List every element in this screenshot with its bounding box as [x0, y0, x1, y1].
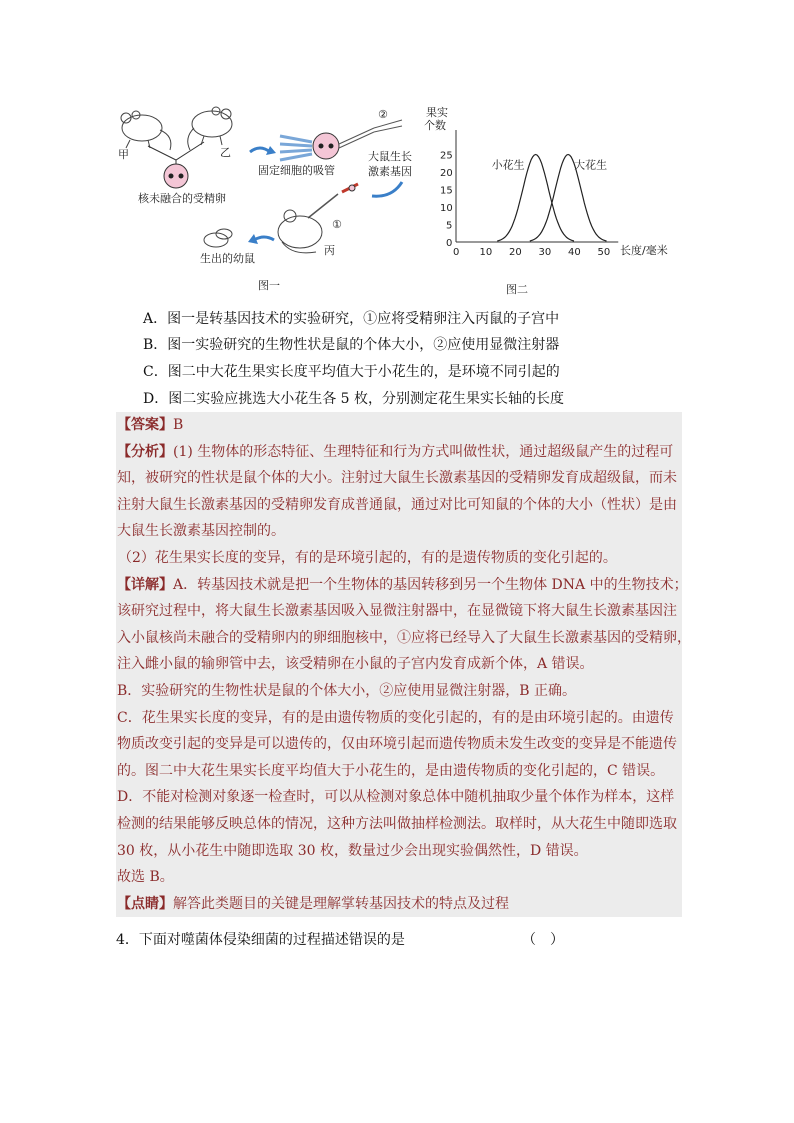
label-jia: 甲: [118, 148, 129, 161]
detail-line: 注入雌小鼠的输卵管中去，该受精卵在小鼠的子宫内发育成新个体，A 错误。: [117, 656, 594, 673]
cross-lines: [148, 142, 204, 160]
x-tick-label: 0: [453, 247, 460, 258]
option-b: B．图一实验研究的生物性状是鼠的个体大小，②应使用显微注射器: [143, 337, 560, 353]
figure-two: [424, 102, 706, 297]
y-tick-label: 20: [440, 168, 453, 179]
label-born: 生出的幼鼠: [200, 252, 255, 265]
figure-one: [112, 102, 428, 297]
figure-two-chart: [424, 102, 706, 297]
y-tick-label: 25: [440, 150, 453, 162]
x-tick-label: 40: [568, 247, 581, 258]
label-gene-line2: 激素基因: [368, 165, 412, 178]
detail-line: 30 枚，从小花生中随即选取 30 枚，数量过少会出现实验偶然性，D 错误。: [117, 842, 588, 859]
y-tick-label: 15: [440, 185, 453, 197]
analysis-line: [116, 439, 682, 466]
x-tick-label: 50: [597, 247, 611, 258]
option-c: C．图二中大花生果实长度平均值大于小花生的，是环境不同引起的: [143, 364, 560, 380]
y-tick-label: 10: [440, 203, 453, 214]
figure-two-caption: 图二: [506, 283, 528, 296]
detail-line: D．不能对检测对象逐一检查时，可以从检测对象总体中随机抽取少量个体作为样本，这样: [117, 789, 675, 806]
detail-line: 入小鼠核尚未融合的受精卵内的卵细胞核中，①应将已经导入了大鼠生长激素基因的受精卵，: [117, 629, 691, 646]
detail-line: [116, 572, 688, 599]
arrow-left-icon: [254, 237, 274, 240]
detail-line: C．花生果实长度的变异，有的是由遗传物质的变化引起的，有的是由环境引起的。由遗传: [117, 709, 674, 726]
series-label: 大花生: [574, 158, 608, 172]
marker-one: ①: [332, 218, 342, 231]
detail-line: 该研究过程中，将大鼠生长激素基因吸入显微注射器中，在显微镜下将大鼠生长激素基因注: [117, 603, 677, 620]
detail-text: A．转基因技术就是把一个生物体的基因转移到另一个生物体 DNA 中的生物技术；: [173, 576, 688, 593]
label-bing: 丙: [324, 244, 335, 257]
answer-parenthesis: （ ）: [522, 932, 564, 948]
answer-block: [116, 412, 691, 917]
answer-value: B: [173, 417, 184, 433]
highlight-line: [116, 891, 682, 918]
detail-line: 的。图二中大花生果实长度平均值大于小花生的，是由遗传物质的变化引起的，C 错误。: [117, 762, 665, 779]
x-tick-label: 20: [509, 247, 522, 258]
answer-line: [116, 412, 682, 439]
chart-ylabel-line1: 果实个数: [424, 106, 448, 132]
injection-needle-icon: [308, 184, 358, 218]
label-yi: 乙: [220, 146, 231, 159]
x-tick-label: 30: [538, 247, 552, 258]
option-d: D．图二实验应挑选大小花生各 5 枚，分别测定花生果实长轴的长度: [143, 391, 565, 407]
option-a: A．图一是转基因技术的实验研究，①应将受精卵注入丙鼠的子宫中: [143, 311, 560, 327]
question-four: [116, 930, 564, 950]
detail-line: 故选 B。: [117, 869, 174, 886]
label-pipette: 固定细胞的吸管: [258, 164, 335, 177]
analysis-line: 知，被研究的性状是鼠个体的大小。注射过大鼠生长激素基因的受精卵发育成超级鼠，而未: [117, 470, 677, 487]
mouse-yi-icon: [188, 107, 232, 150]
detail-line: 物质改变引起的变异是可以遗传的，仅由环境引起而遗传物质未发生改变的变异是不能遗传: [117, 736, 677, 753]
detail-tag: 【详解】: [117, 576, 173, 593]
chart-axes: [456, 130, 618, 242]
chart-xlabel: 长度/毫米: [620, 244, 668, 257]
series-label: 小花生: [491, 158, 525, 172]
analysis-line: （2）花生果实长度的变异，有的是环境引起的，有的是遗传物质的变化引起的。: [118, 549, 617, 566]
mouse-jia-icon: [121, 111, 171, 150]
answer-tag: 【答案】: [117, 417, 173, 433]
fertilized-egg-icon: [164, 164, 188, 188]
arrow-down-icon: [372, 182, 402, 196]
question-four-text: 4．下面对噬菌体侵染细菌的过程描述错误的是: [116, 932, 405, 948]
highlight-tag: 【点睛】: [117, 895, 173, 912]
y-tick-label: 5: [446, 220, 453, 232]
label-gene-line1: 大鼠生长: [368, 150, 412, 163]
analysis-line: 注射大鼠生长激素基因的受精卵发育成普通鼠，通过对比可知鼠的个体的大小（性状）是由: [117, 496, 677, 513]
y-tick-label: 0: [446, 238, 453, 249]
figure-one-diagram: [112, 102, 428, 297]
detail-line: 检测的结果能够反映总体的情况，这种方法叫做抽样检测法。取样时，从大花生中随即选取: [117, 815, 677, 832]
label-egg: 核未融合的受精卵: [138, 192, 226, 205]
x-tick-label: 10: [479, 247, 493, 258]
analysis-line: 大鼠生长激素基因控制的。: [117, 523, 285, 540]
arrow-right-icon: [250, 148, 270, 152]
chart-series-labels: [492, 158, 607, 172]
detail-line: B．实验研究的生物性状是鼠的个体大小，②应使用显微注射器，B 正确。: [117, 682, 577, 699]
baby-mice-icon: [204, 229, 232, 247]
analysis-text: (1) 生物体的形态特征、生理特征和行为方式叫做性状，通过超级鼠产生的过程可: [173, 443, 674, 460]
figure-one-caption: 图一: [258, 279, 280, 292]
highlight-text: 解答此类题目的关键是理解掌转基因技术的特点及过程: [173, 895, 509, 912]
mouse-bing-icon: [278, 210, 322, 253]
marker-two: ②: [378, 108, 388, 121]
analysis-tag: 【分析】: [117, 443, 173, 460]
